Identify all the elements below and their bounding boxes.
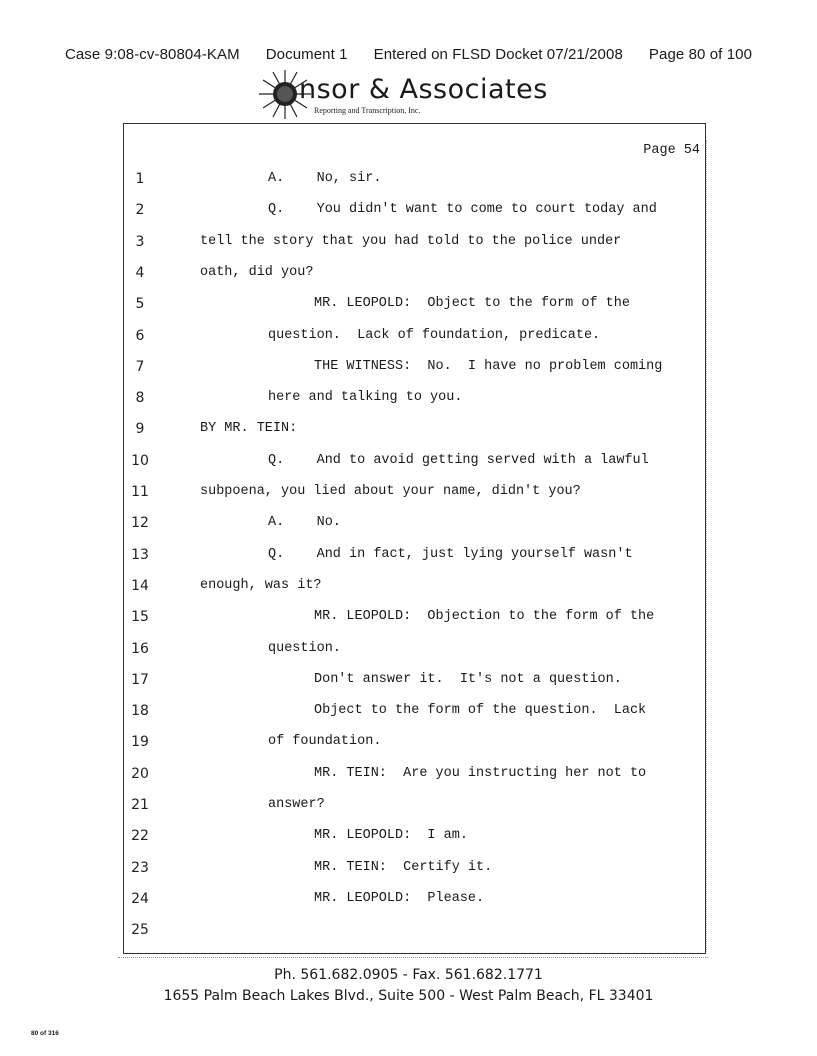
line-number: 4 (135, 264, 145, 281)
line-number: 22 (131, 828, 149, 845)
reporter-name: nsor & Associates (299, 74, 548, 105)
line-number: 18 (131, 703, 149, 720)
court-header (0, 46, 817, 63)
line-text: Q. And to avoid getting served with a lawful (268, 452, 649, 468)
line-text: MR. LEOPOLD: Objection to the form of the (314, 609, 655, 625)
line-number: 12 (131, 515, 149, 532)
line-number: 8 (135, 390, 145, 407)
line-text: question. (268, 640, 341, 656)
line-text: A. No, sir. (268, 171, 382, 186)
court-page-number: Page 80 of 100 (648, 46, 753, 63)
line-number: 24 (131, 890, 149, 907)
line-number: 23 (131, 859, 149, 876)
line-text: Q. You didn't want to come to court today and (268, 202, 657, 218)
line-number: 9 (135, 421, 145, 438)
line-text: MR. TEIN: Certify it. (314, 859, 493, 875)
line-number: 3 (135, 233, 145, 250)
line-text: Q. And in fact, just lying yourself wasn't (268, 546, 633, 562)
line-text: answer? (268, 797, 325, 812)
line-number: 2 (135, 202, 145, 219)
frame-edge-shade (706, 140, 711, 952)
line-text: BY MR. TEIN: (200, 421, 298, 437)
line-number: 7 (135, 358, 145, 375)
reporter-logo (255, 68, 555, 120)
line-number: 21 (131, 797, 149, 813)
page-of-count: 80 of 316 (31, 1030, 59, 1037)
footer-phone: Ph. 561.682.0905 - Fax. 561.682.1771 (274, 967, 543, 983)
line-text: here and talking to you. (268, 390, 463, 406)
line-number: 20 (131, 765, 149, 782)
line-number: 6 (135, 327, 145, 344)
line-number: 11 (131, 484, 149, 500)
bottom-divider (118, 957, 708, 961)
reporter-tagline: Reporting and Transcription, Inc. (314, 106, 421, 115)
line-number: 16 (131, 640, 149, 657)
line-text: MR. LEOPOLD: Object to the form of the (314, 296, 630, 312)
line-number: 14 (131, 577, 149, 594)
line-text: subpoena, you lied about your name, didn't you? (200, 484, 581, 499)
line-text: tell the story that you had told to the police under (200, 233, 622, 249)
line-text: question. Lack of foundation, predicate. (268, 327, 601, 343)
footer-address: 1655 Palm Beach Lakes Blvd., Suite 500 - West Palm Beach, FL 33401 (163, 988, 654, 1004)
line-text: MR. LEOPOLD: Please. (314, 890, 485, 906)
docket-entry: Entered on FLSD Docket 07/21/2008 (373, 46, 623, 63)
transcript-page-label: Page 54 (643, 143, 700, 158)
line-text: Object to the form of the question. Lack (314, 703, 647, 719)
line-number: 25 (131, 922, 149, 939)
line-number: 13 (131, 546, 149, 563)
line-text: of foundation. (268, 734, 382, 750)
line-text: MR. LEOPOLD: I am. (314, 828, 468, 844)
line-number: 10 (131, 452, 149, 469)
line-text: oath, did you? (200, 264, 314, 280)
line-number: 5 (135, 296, 145, 313)
line-text: Don't answer it. It's not a question. (314, 671, 622, 687)
line-text: A. No. (268, 515, 341, 531)
line-number: 17 (131, 671, 149, 688)
line-number: 19 (131, 734, 149, 751)
line-text: THE WITNESS: No. I have no problem coming (314, 358, 663, 374)
line-number: 1 (135, 171, 145, 187)
line-text: MR. TEIN: Are you instructing her not to (314, 765, 647, 781)
line-text: enough, was it? (200, 577, 322, 593)
case-number: Case 9:08-cv-80804-KAM (64, 46, 240, 63)
line-number: 15 (131, 609, 149, 626)
document-number: Document 1 (265, 46, 348, 63)
